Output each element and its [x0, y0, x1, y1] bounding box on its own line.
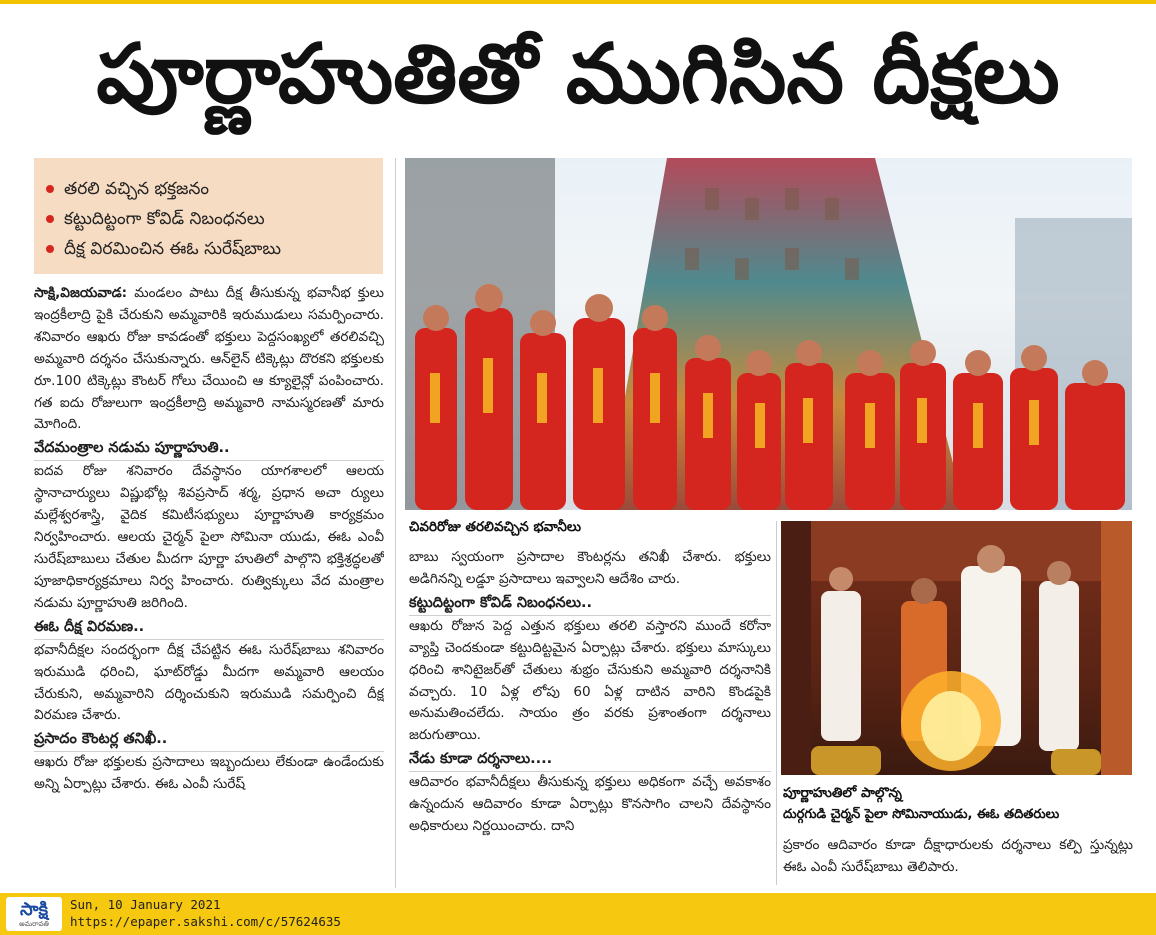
logo-text: సాక్షి [20, 899, 48, 920]
sakshi-logo[interactable] [6, 897, 62, 931]
paragraph: ఆఖరు రోజు భక్తులకు ప్రసాదాలు ఇబ్బందులు లేకుండా ఉండేందుకు అన్ని ఏర్పాట్లు చేశారు. ఈఓ ఎంవీ సురేష్ [34, 754, 384, 793]
temple-photo-illustration [405, 158, 1132, 510]
logo-edition: అమరావతి [19, 920, 49, 928]
inset-photo-caption-line1: పూర్ణాహుతిలో పాల్గొన్న [783, 785, 902, 801]
main-photo-caption: చివరిరోజు తరలివచ్చిన భవానీలు [409, 519, 582, 535]
edition-date: Sun, 10 January 2021 [70, 897, 221, 912]
paragraph: ఆఖరు రోజున పెద్ద ఎత్తున భక్తులు తరలి వస్తారని ముందే కరోనా వ్యాప్తి చెందకుండా కట్టుదిట్టమైన ఏర్పాట్లు చేశారు. భక్తులు మాస్కులు ధరించి శానిటైజర్‌తో చేతులు శుభ్రం చేసుకుని అమ్మవారి దర్శనానికి వచ్చారు. 10 ఏళ్ల లోపు 60 ఏళ్ల దాటిన వారిని కొండపైకి అనుమతించలేదు. సాయం త్రం వరకు ప్రశాంతంగా దర్శనాలు జరుగుతాయి. [409, 617, 771, 744]
paragraph: ఆదివారం భవానీదీక్షలు తీసుకున్న భక్తులు అధికంగా వచ్చే అవకాశం ఉన్నందున ఆదివారం కూడా ఏర్పాట్లు కొనసాగిం చాలని దేవస్థానం అధికారులు నిర్ణయించారు. దాని [409, 774, 771, 835]
top-accent-bar [0, 0, 1156, 4]
subheading-darshan: నేడు కూడా దర్శనాలు.... [409, 747, 771, 772]
main-photo-devotees [405, 158, 1132, 510]
epaper-url-link[interactable]: https://epaper.sakshi.com/c/57624635 [70, 914, 341, 929]
purnahuti-photo-illustration [781, 521, 1132, 775]
paragraph: ఐదవ రోజు శనివారం దేవస్థానం యాగశాలలో ఆలయ స్థానాచార్యులు విష్ణుభోట్ల శివప్రసాద్ శర్మ, ప్రధాన అచా ర్యులు మల్లేశ్వరశాస్త్రి, వైదిక కమిటీసభ్యులు పూర్ణాహుతి కార్యక్రమం నిర్వహించారు. ఆలయ చైర్మన్ పైలా సోమినా యుడు, ఈఓ ఎంవీ సురేష్‌బాబులు చేతుల మీదగా పూర్ణా హుతిలో పాల్గొని భక్తిశ్రద్ధలతో పూజాధికార్యక్రమాలు నిర్వ హించారు. రుత్విక్కులు వేద మంత్రాల నడుమ పూర్ణాహుతి జరిగింది. [34, 463, 384, 611]
inset-photo-caption-line2: దుర్గగుడి చైర్మన్ పైలా సోమినాయుడు, ఈఓ తదితరులు [783, 807, 1060, 822]
article-column-2 [409, 547, 771, 885]
highlight-item: తరలి వచ్చిన భక్తజనం [46, 174, 383, 204]
article-column-1 [34, 283, 384, 888]
inset-photo-purnahuti [781, 521, 1132, 775]
highlight-item: దీక్ష విరమించిన ఈఓ సురేష్‌బాబు [46, 234, 383, 264]
footer-bar [0, 893, 1156, 935]
subheading-prasadam: ప్రసాదం కౌంటర్ల తనిఖీ.. [34, 727, 384, 752]
bullet-icon [46, 185, 54, 193]
paragraph: బాబు స్వయంగా ప్రసాదాల కౌంటర్లను తనిఖీ చేశారు. భక్తులు అడిగినన్ని లడ్డూ ప్రసాదాలు ఇవ్వాలని ఆదేశిం చారు. [409, 549, 771, 587]
paragraph: భవానీదీక్షల సందర్భంగా దీక్ష చేపట్టిన ఈఓ సురేష్‌బాబు శనివారం ఇరుముడి ధరించి, ఘాట్‌రోడ్డు మీదగా అమ్మవారి ఆలయం చేరుకుని, అమ్మవారిని దర్శించుకుని ఇరుముడి సమర్పించి దీక్ష విరమణ చేశారు. [34, 641, 384, 724]
subheading-covid: కట్టుదిట్టంగా కోవిడ్ నిబంధనలు.. [409, 591, 771, 616]
article-column-3 [783, 835, 1133, 887]
bullet-icon [46, 215, 54, 223]
page-headline: పూర్ణాహుతితో ముగిసిన దీక్షలు [96, 27, 1060, 122]
bullet-icon [46, 245, 54, 253]
intro-paragraph: సాక్షి,విజయవాడ: మండలం పాటు దీక్ష తీసుకున్న భవానీభ క్తులు ఇంద్రకీలాద్రి పైకి చేరుకుని అమ్మవారికి ఇరుముడులు సమర్పించారు. శనివారం ఆఖరు రోజు కావడంతో భక్తులు పెద్దసంఖ్యలో తరలివచ్చి అమ్మవారి దర్శనం చేసుకున్నారు. ఆన్‌లైన్ టిక్కెట్లు దొరకని భక్తులకు రూ.100 టిక్కెట్లు కౌంటర్ గోలు చేయించి ఆ క్యూలైన్లో పంపించారు. గత ఐదు రోజులుగా ఇంద్రకీలాద్రి అమ్మవారి నామస్మరణతో మారు మోగింది. [34, 285, 384, 433]
column-divider [776, 521, 777, 885]
column-divider [395, 158, 396, 888]
subheading-purnahuti: వేదమంత్రాల నడుమ పూర్ణాహుతి.. [34, 436, 384, 461]
paragraph: ప్రకారం ఆదివారం కూడా దీక్షాధారులకు దర్శనాలు కల్పి స్తున్నట్లు ఈఓ ఎంవీ సురేష్‌బాబు తెలిపారు. [783, 837, 1133, 875]
highlights-box [34, 158, 383, 274]
subheading-eo-deeksha: ఈఓ దీక్ష విరమణ.. [34, 615, 384, 640]
highlight-item: కట్టుదిట్టంగా కోవిడ్ నిబంధనలు [46, 204, 383, 234]
dateline: సాక్షి,విజయవాడ: [34, 285, 128, 301]
